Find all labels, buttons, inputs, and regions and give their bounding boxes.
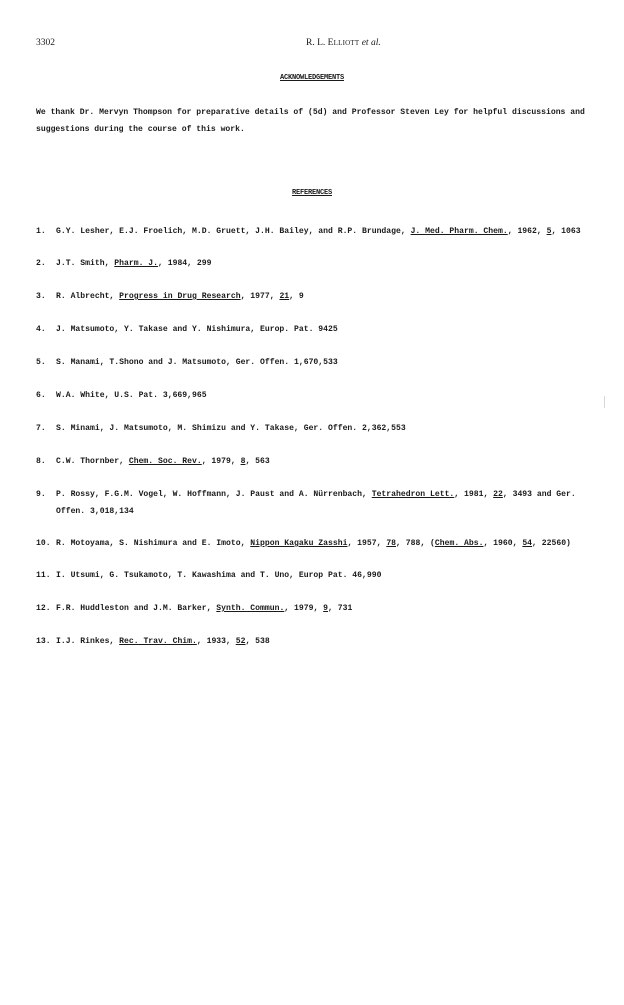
reference-text-part: , 731 — [328, 604, 353, 613]
reference-number: 13. — [36, 637, 51, 646]
reference-text-part: , 1979, — [201, 457, 241, 466]
reference-number: 4. — [36, 325, 46, 334]
reference-number: 3. — [36, 292, 46, 301]
reference-number: 7. — [36, 424, 46, 433]
reference-citation-underlined: Progress in Drug Research — [119, 292, 241, 301]
reference-text — [56, 223, 596, 240]
reference-number: 2. — [36, 259, 46, 268]
reference-text — [56, 321, 596, 338]
reference-number: 8. — [36, 457, 46, 466]
reference-citation-underlined: Rec. Trav. Chim. — [119, 637, 197, 646]
reference-text — [56, 387, 596, 404]
reference-text-part: R. Motoyama, S. Nishimura and E. Imoto, — [56, 539, 251, 548]
reference-text-part: W.A. White, U.S. Pat. 3,669,965 — [56, 391, 207, 400]
reference-text-part: , 1063 — [551, 227, 581, 236]
reference-item — [36, 321, 596, 338]
reference-text-part: , 1960, — [483, 539, 523, 548]
reference-text — [56, 288, 596, 305]
reference-text-part: S. Manami, T.Shono and J. Matsumoto, Ger. Offen. 1,670,533 — [56, 358, 338, 367]
reference-citation-underlined: Chem. Abs. — [434, 539, 484, 548]
author-name: Elliott — [327, 38, 360, 48]
reference-text-part: , 1933, — [196, 637, 236, 646]
reference-number: 11. — [36, 571, 51, 580]
reference-item — [36, 387, 596, 404]
running-header — [36, 38, 596, 52]
reference-text-part: , 538 — [245, 637, 270, 646]
reference-text-part: , 1984, 299 — [158, 259, 212, 268]
reference-text-part: , 1962, — [507, 227, 547, 236]
reference-text — [56, 486, 596, 520]
reference-citation-underlined: J. Med. Pharm. Chem. — [410, 227, 508, 236]
reference-number: 9. — [36, 490, 46, 499]
reference-item — [36, 600, 596, 617]
reference-citation-underlined: Nippon Kagaku Zasshi — [250, 539, 348, 548]
reference-text-part: , 788, ( — [396, 539, 435, 548]
reference-text-part: F.R. Huddleston and J.M. Barker, — [56, 604, 217, 613]
reference-text — [56, 420, 596, 437]
reference-list — [36, 223, 596, 666]
reference-citation-underlined: 52 — [235, 637, 246, 646]
reference-citation-underlined: 78 — [386, 539, 397, 548]
reference-text-part: J.T. Smith, — [56, 259, 115, 268]
references-heading: REFERENCES — [291, 189, 332, 197]
et-al: et al. — [361, 38, 381, 48]
reference-item — [36, 223, 596, 240]
reference-item — [36, 453, 596, 470]
reference-text-part: , 1981, — [454, 490, 494, 499]
author-initials: R. L. — [306, 38, 328, 48]
reference-text-part: J. Matsumoto, Y. Takase and Y. Nishimura, Europ. Pat. 9425 — [56, 325, 338, 334]
reference-text-part: G.Y. Lesher, E.J. Froelich, M.D. Gruett, J.H. Bailey, and R.P. Brundage, — [56, 227, 411, 236]
reference-text-part: , 563 — [245, 457, 270, 466]
reference-text — [56, 567, 596, 584]
reference-citation-underlined: 22 — [493, 490, 503, 499]
reference-citation-underlined: 54 — [522, 539, 533, 548]
reference-number: 12. — [36, 604, 51, 613]
reference-number: 1. — [36, 227, 46, 236]
reference-item — [36, 288, 596, 305]
reference-text — [56, 354, 596, 371]
reference-text — [56, 600, 596, 617]
reference-number: 10. — [36, 539, 51, 548]
reference-text-part: , 1977, — [240, 292, 280, 301]
reference-citation-underlined: Chem. Soc. Rev. — [128, 457, 202, 466]
reference-text-part: , 9 — [289, 292, 304, 301]
reference-citation-underlined: 8 — [240, 457, 246, 466]
reference-citation-underlined: Pharm. J. — [114, 259, 159, 268]
reference-item — [36, 486, 596, 520]
acknowledgements-text: We thank Dr. Mervyn Thompson for preparative details of (5d) and Professor Steven Ley for helpful discussions and suggestions during the course of this work. — [36, 108, 585, 134]
reference-citation-underlined: 5 — [546, 227, 552, 236]
reference-text-part: , 3493 and Ger. Offen. 3,018,134 — [56, 490, 576, 516]
reference-item — [36, 420, 596, 437]
reference-item — [36, 535, 596, 552]
reference-text-part: C.W. Thornber, — [56, 457, 129, 466]
reference-text-part: , 1957, — [347, 539, 387, 548]
reference-text-part: S. Minami, J. Matsumoto, M. Shimizu and Y. Takase, Ger. Offen. 2,362,553 — [56, 424, 406, 433]
reference-citation-underlined: Tetrahedron Lett. — [371, 490, 455, 499]
reference-item — [36, 567, 596, 584]
reference-text-part: , 22560) — [532, 539, 571, 548]
reference-item — [36, 633, 596, 650]
reference-text-part: I. Utsumi, G. Tsukamoto, T. Kawashima and T. Uno, Europ Pat. 46,990 — [56, 571, 382, 580]
reference-citation-underlined: Synth. Commun. — [216, 604, 285, 613]
page-number: 3302 — [36, 38, 55, 48]
reference-text-part: R. Albrecht, — [56, 292, 120, 301]
reference-item — [36, 354, 596, 371]
reference-text — [56, 535, 596, 552]
reference-text — [56, 453, 596, 470]
reference-number: 6. — [36, 391, 46, 400]
reference-number: 5. — [36, 358, 46, 367]
reference-text-part: , 1979, — [284, 604, 324, 613]
running-head-authors — [306, 38, 381, 48]
reference-citation-underlined: 9 — [323, 604, 329, 613]
reference-text — [56, 255, 596, 272]
scan-artifact-mark — [604, 396, 605, 408]
reference-text-part: I.J. Rinkes, — [56, 637, 120, 646]
acknowledgements-heading: ACKNOWLEDGEMENTS — [279, 74, 344, 82]
reference-citation-underlined: 21 — [279, 292, 290, 301]
reference-text-part: P. Rossy, F.G.M. Vogel, W. Hoffmann, J. Paust and A. Nürrenbach, — [56, 490, 372, 499]
reference-item — [36, 255, 596, 272]
reference-text — [56, 633, 596, 650]
